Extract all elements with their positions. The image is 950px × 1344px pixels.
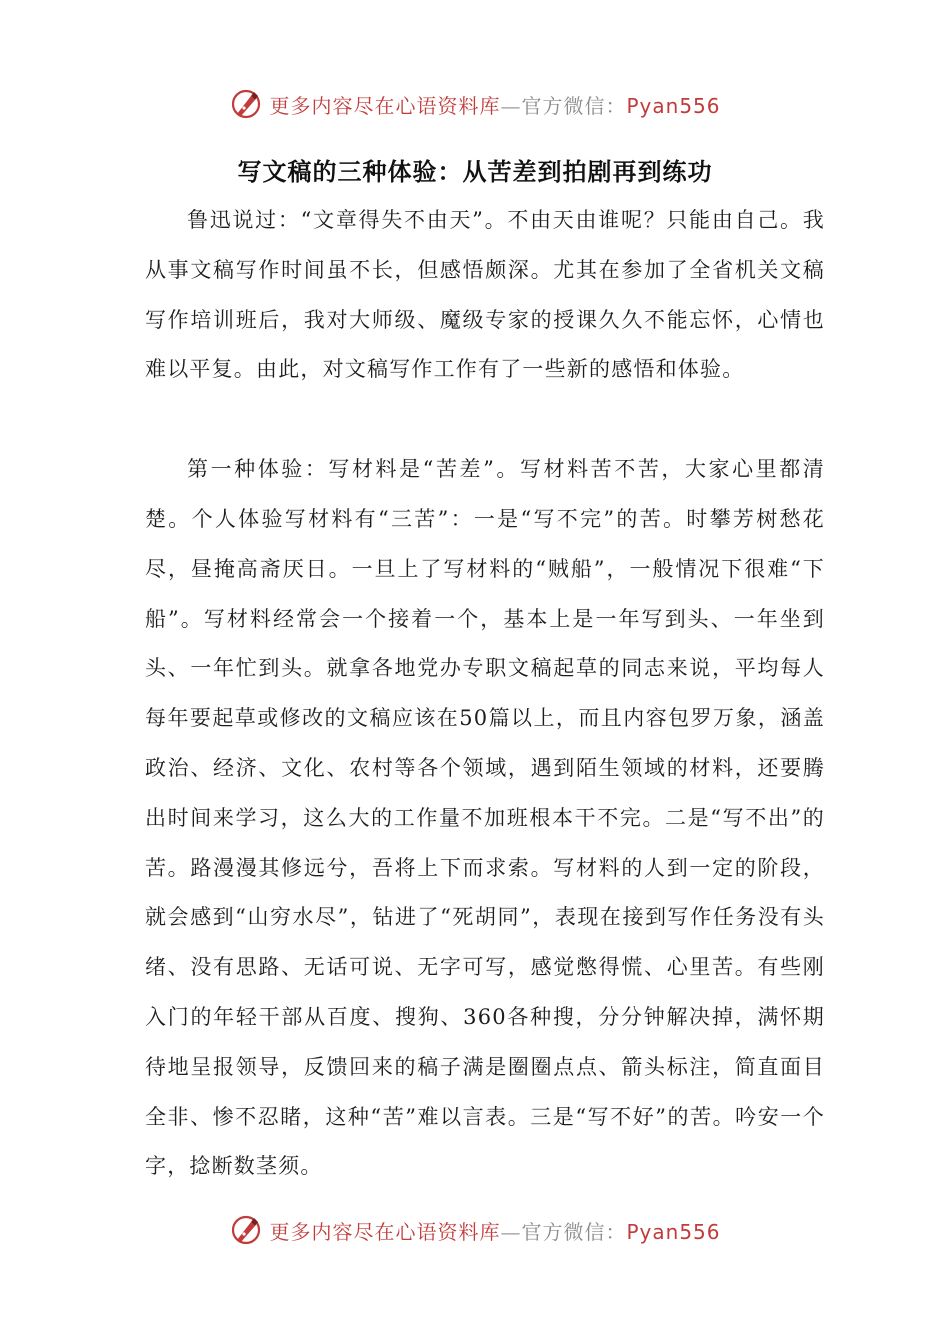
banner-dash: — — [500, 93, 522, 118]
header-banner — [0, 84, 950, 124]
paragraph-gap — [145, 395, 825, 445]
pen-nib-logo-icon — [229, 1213, 263, 1247]
banner-main-text: 更多内容尽在心语资料库 — [269, 93, 501, 118]
paragraph-first-experience: 第一种体验：写材料是“苦差”。写材料苦不苦，大家心里都清楚。个人体验写材料有“三苦”：一是“写不完”的苦。时攀芳树愁花尽，昼掩高斋厌日。一旦上了写材料的“贼船”，一般情况下很难“下船”。写材料经常会一个接着一个，基本上是一年写到头、一年坐到头、一年忙到头。就拿各地党办专职文稿起草的同志来说，平均每人每年要起草或修改的文稿应该在50篇以上，而且内容包罗万象，涵盖政治、经济、文化、农村等各个领域，遇到陌生领域的材料，还要腾出时间来学习，这么大的工作量不加班根本干不完。二是“写不出”的苦。路漫漫其修远兮，吾将上下而求索。写材料的人到一定的阶段，就会感到“山穷水尽”，钻进了“死胡同”，表现在接到写作任务没有头绪、没有思路、无话可说、无字可写，感觉憋得慌、心里苦。有些刚入门的年轻干部从百度、搜狗、360各种搜，分分钟解决掉，满怀期待地呈报领导，反馈回来的稿子满是圈圈点点、箭头标注，简直面目全非、惨不忍睹，这种“苦”难以言表。三是“写不好”的苦。吟安一个字，捻断数茎须。 — [145, 457, 825, 1179]
banner-text — [269, 90, 720, 119]
banner-handle: Pyan556 — [626, 93, 721, 118]
footer-banner — [0, 1210, 950, 1250]
banner-official-label: 官方微信： — [521, 93, 627, 118]
paragraph-intro: 鲁迅说过：“文章得失不由天”。不由天由谁呢？只能由自己。我从事文稿写作时间虽不长，但感悟颇深。尤其在参加了全省机关文稿写作培训班后，我对大师级、魔级专家的授课久久不能忘怀，心情也难以平复。由此，对文稿写作工作有了一些新的感悟和体验。 — [145, 208, 825, 382]
pen-nib-logo-icon — [229, 87, 263, 121]
banner-handle: Pyan556 — [626, 1219, 721, 1244]
document-body — [145, 196, 825, 1192]
document-title: 写文稿的三种体验：从苦差到拍剧再到练功 — [237, 158, 713, 186]
banner-official-label: 官方微信： — [521, 1219, 627, 1244]
banner-text — [269, 1216, 720, 1245]
banner-dash: — — [500, 1219, 522, 1244]
banner-main-text: 更多内容尽在心语资料库 — [269, 1219, 501, 1244]
